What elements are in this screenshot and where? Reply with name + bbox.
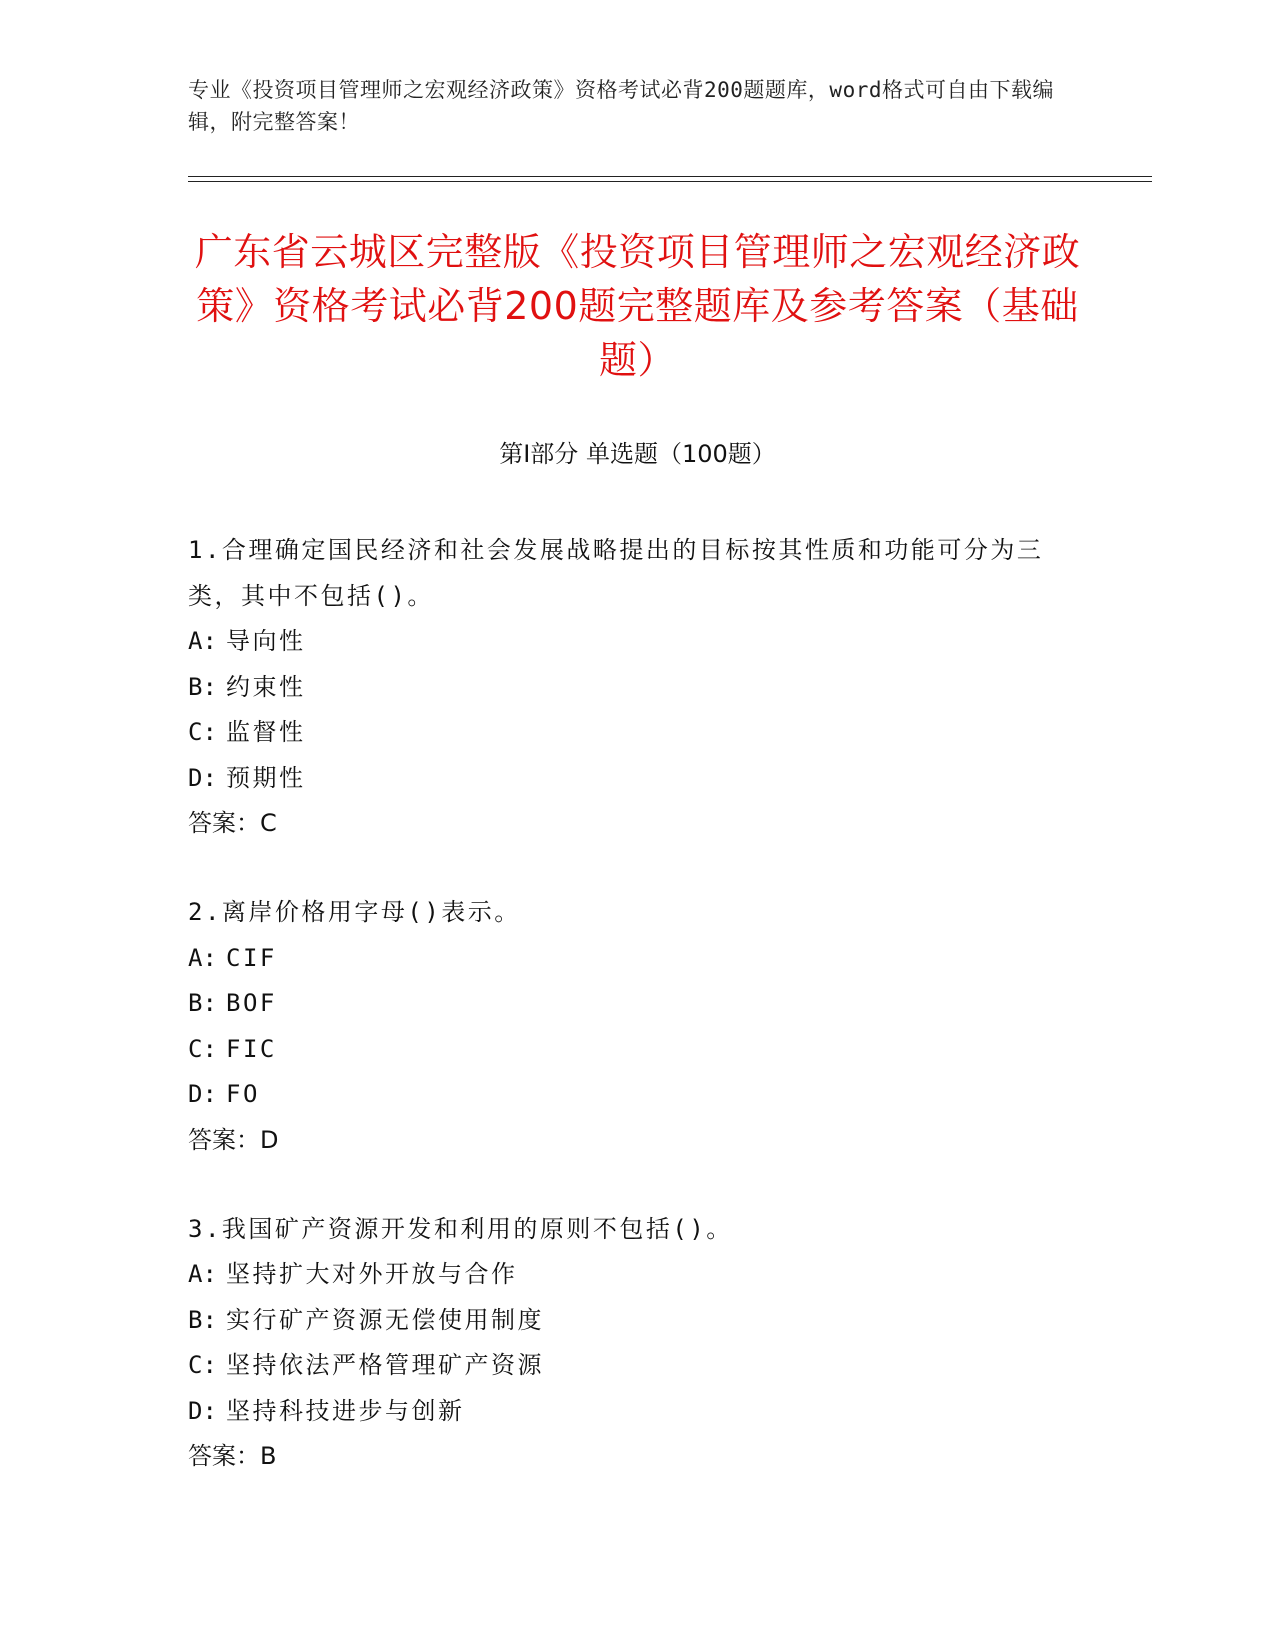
option-text: 坚持扩大对外开放与合作: [226, 1260, 518, 1288]
header-note: 专业《投资项目管理师之宏观经济政策》资格考试必背200题题库，word格式可自由下载编辑，附完整答案！: [188, 78, 1054, 134]
option-text: 预期性: [226, 763, 306, 792]
option-letter: A:: [188, 1260, 217, 1288]
header-divider-top: [188, 176, 1152, 177]
option-text: FIC: [226, 1034, 277, 1063]
question-stem: 2.离岸价格用字母()表示。: [188, 898, 521, 926]
option-letter: A:: [188, 627, 217, 655]
option-d: [188, 756, 1068, 802]
answer-line: 答案：C: [188, 809, 277, 837]
option-letter: A:: [188, 943, 217, 972]
option-c: [188, 1343, 1068, 1389]
option-text: 导向性: [226, 627, 306, 655]
option-text: 实行矿产资源无偿使用制度: [226, 1305, 544, 1334]
option-c: [188, 710, 1068, 756]
question-stem: 3.我国矿产资源开发和利用的原则不包括()。: [188, 1214, 733, 1243]
option-letter: B:: [188, 672, 217, 701]
option-letter: B:: [188, 1305, 217, 1334]
option-a: [188, 936, 1068, 982]
header-divider-bottom: [188, 181, 1152, 182]
option-letter: C:: [188, 1351, 217, 1379]
option-letter: C:: [188, 1034, 217, 1063]
option-text: 约束性: [226, 672, 306, 701]
question-list: [188, 528, 1068, 1523]
option-a: [188, 1252, 1068, 1298]
option-letter: B:: [188, 989, 217, 1017]
answer-line: 答案：B: [188, 1442, 277, 1470]
section-title: 第I部分 单选题（100题）: [499, 440, 776, 468]
option-c: [188, 1027, 1068, 1073]
option-text: FO: [226, 1080, 260, 1108]
option-letter: C:: [188, 718, 217, 746]
option-text: 坚持科技进步与创新: [226, 1396, 465, 1425]
option-text: 坚持依法严格管理矿产资源: [226, 1351, 544, 1379]
option-a: [188, 619, 1068, 665]
option-text: CIF: [226, 943, 277, 972]
answer-line: 答案：D: [188, 1125, 279, 1154]
question-1: [188, 528, 1068, 846]
option-letter: D:: [188, 1396, 217, 1425]
option-b: [188, 665, 1068, 711]
option-d: [188, 1389, 1068, 1435]
option-b: [188, 981, 1068, 1027]
option-d: [188, 1072, 1068, 1118]
document-title: 广东省云城区完整版《投资项目管理师之宏观经济政策》资格考试必背200题完整题库及参考答案（基础题）: [194, 230, 1081, 382]
question-stem: 1.合理确定国民经济和社会发展战略提出的目标按其性质和功能可分为三类，其中不包括()。: [188, 536, 1044, 610]
option-letter: D:: [188, 1080, 217, 1108]
option-b: [188, 1298, 1068, 1344]
option-text: 监督性: [226, 718, 306, 746]
option-text: BOF: [226, 989, 277, 1017]
question-3: [188, 1207, 1068, 1480]
option-letter: D:: [188, 763, 217, 792]
question-2: [188, 890, 1068, 1163]
